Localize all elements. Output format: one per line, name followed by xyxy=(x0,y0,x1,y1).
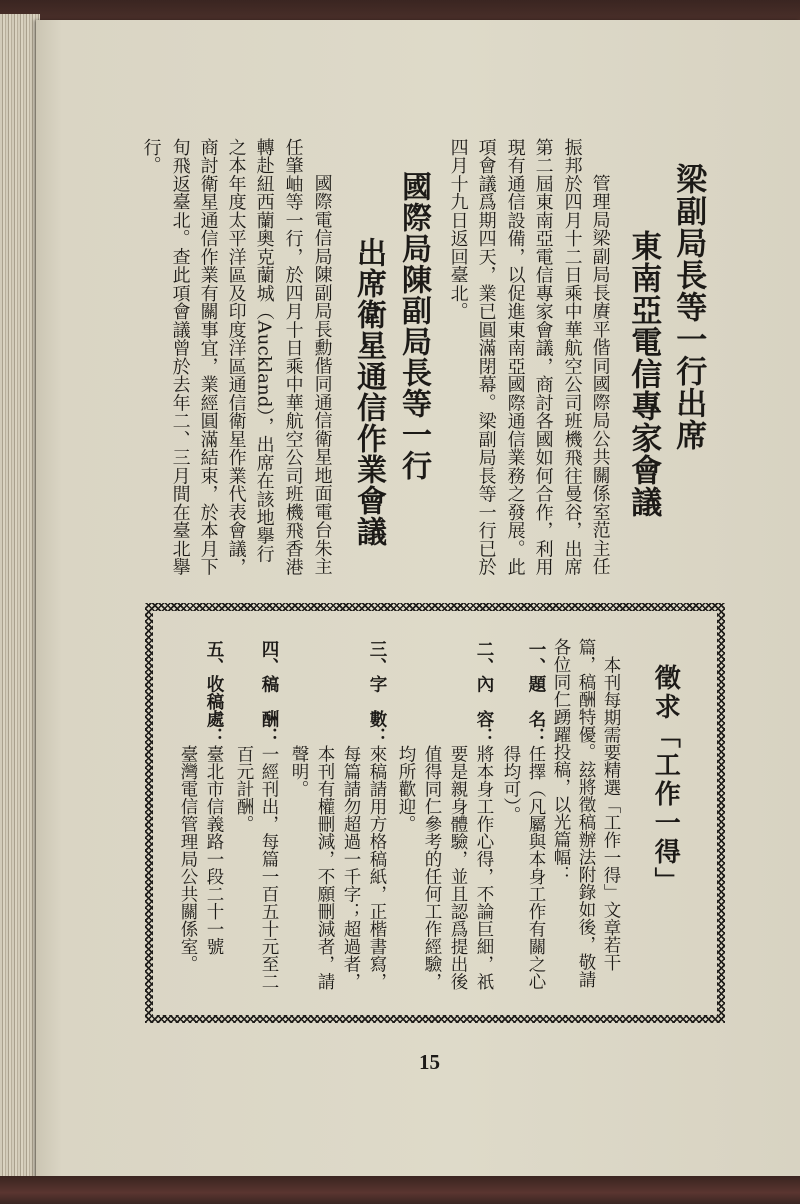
article-1-body-line: 項會議爲期四天，業已圓滿閉幕。梁副局長等一行已於 xyxy=(475,138,497,576)
page-edge-stack xyxy=(0,14,40,1182)
notice-intro-line: 各位同仁踴躍投稿，以光篇幅： xyxy=(551,638,571,883)
item-text: 任擇（凡屬與本身工作有關之心 xyxy=(526,745,546,990)
item-text: 臺北市信義路一段二十一號 xyxy=(204,745,224,955)
article-1-body-line: 振邦於四月十二日乘中華航空公司班機飛往曼谷，出席 xyxy=(561,138,583,576)
article-2-title-line-2: 出席衛星通信作業會議 xyxy=(351,237,386,547)
item-text: 一經刊出，每篇一百五十元至二 xyxy=(259,745,279,990)
notice-item-word-count-continued: 本刊有權刪減，不願刪減者，請 xyxy=(315,745,335,990)
notice-item-word-count-continued: 每篇請勿超過一千字；超過者， xyxy=(341,745,361,990)
notice-item-content xyxy=(473,640,494,990)
item-text: 來稿請用方格稿紙，正楷書寫， xyxy=(367,745,387,990)
item-label: 一、題 名： xyxy=(526,640,546,745)
article-1-body-line: 第二屆東南亞電信專家會議，商討各國如何合作，利用 xyxy=(532,138,554,576)
notice-item-word-count xyxy=(366,640,387,990)
article-2-title-line-1: 國際局陳副局長等一行 xyxy=(396,171,431,481)
notice-item-address xyxy=(203,640,224,955)
article-1-title-line-1: 梁副局長等一行出席 xyxy=(670,163,707,451)
page-number: 15 xyxy=(419,1050,440,1074)
book-cover-top xyxy=(0,0,800,22)
notice-item-content-continued: 均所歡迎。 xyxy=(396,745,416,833)
notice-item-payment-continued: 百元計酬。 xyxy=(234,745,254,833)
book-cover-bottom xyxy=(0,1176,800,1204)
notice-intro-line: 本刊每期需要精選「工作一得」文章若干 xyxy=(601,656,621,971)
notice-item-content-continued: 要是親身體驗，並且認爲提出後 xyxy=(448,745,468,990)
notice-item-word-count-continued: 聲明。 xyxy=(289,745,309,798)
notice-item-payment xyxy=(258,640,279,990)
item-label: 四、稿 酬： xyxy=(259,640,279,745)
notice-item-content-continued: 值得同仁參考的任何工作經驗， xyxy=(422,745,442,990)
article-2-body-line: 旬飛返臺北。查此項會議曾於去年二、三月間在臺北擧 xyxy=(169,138,191,576)
article-1-body-line: 四月十九日返回臺北。 xyxy=(447,138,469,321)
notice-item-address-continued: 臺灣電信管理局公共關係室。 xyxy=(178,745,198,973)
item-label: 五、收稿處： xyxy=(204,640,224,745)
notice-item-title xyxy=(525,640,546,990)
article-2-body-line: 行。 xyxy=(140,138,162,175)
article-1-title-line-2: 東南亞電信專家會議 xyxy=(625,230,662,518)
article-1-body-line: 管理局梁副局長賡平偕同國際局公共關係室范主任 xyxy=(589,174,611,576)
item-label: 二、內 容： xyxy=(474,640,494,745)
article-2-body-line: 任肇岫等一行，於四月十日乘中華航空公司班機飛香港 xyxy=(282,138,304,576)
article-1-body-line: 現有通信設備，以促進東南亞國際通信業務之發展。此 xyxy=(504,138,526,576)
notice-item-title-continued: 得均可）。 xyxy=(501,745,521,824)
article-2-body-line: 轉赴紐西蘭奧克蘭城（Auckland），出席在該地擧行 xyxy=(253,138,275,563)
article-2-body-line: 國際電信局陳副局長勳偕同通信衛星地面電台朱主 xyxy=(311,174,333,576)
item-label: 三、字 數： xyxy=(367,640,387,745)
article-2-body-line: 之本年度太平洋區及印度洋區通信衛星作業代表會議， xyxy=(225,138,247,576)
notice-intro-line: 篇，稿酬特優。玆將徵稿辦法附錄如後，敬請 xyxy=(576,638,596,988)
article-2-body-line: 商討衛星通信作業有關事宜，業經圓滿結束，於本月下 xyxy=(197,138,219,576)
item-text: 將本身工作心得，不論巨細，祇 xyxy=(474,745,494,990)
notice-title: 徵求「工作一得」 xyxy=(650,664,681,896)
